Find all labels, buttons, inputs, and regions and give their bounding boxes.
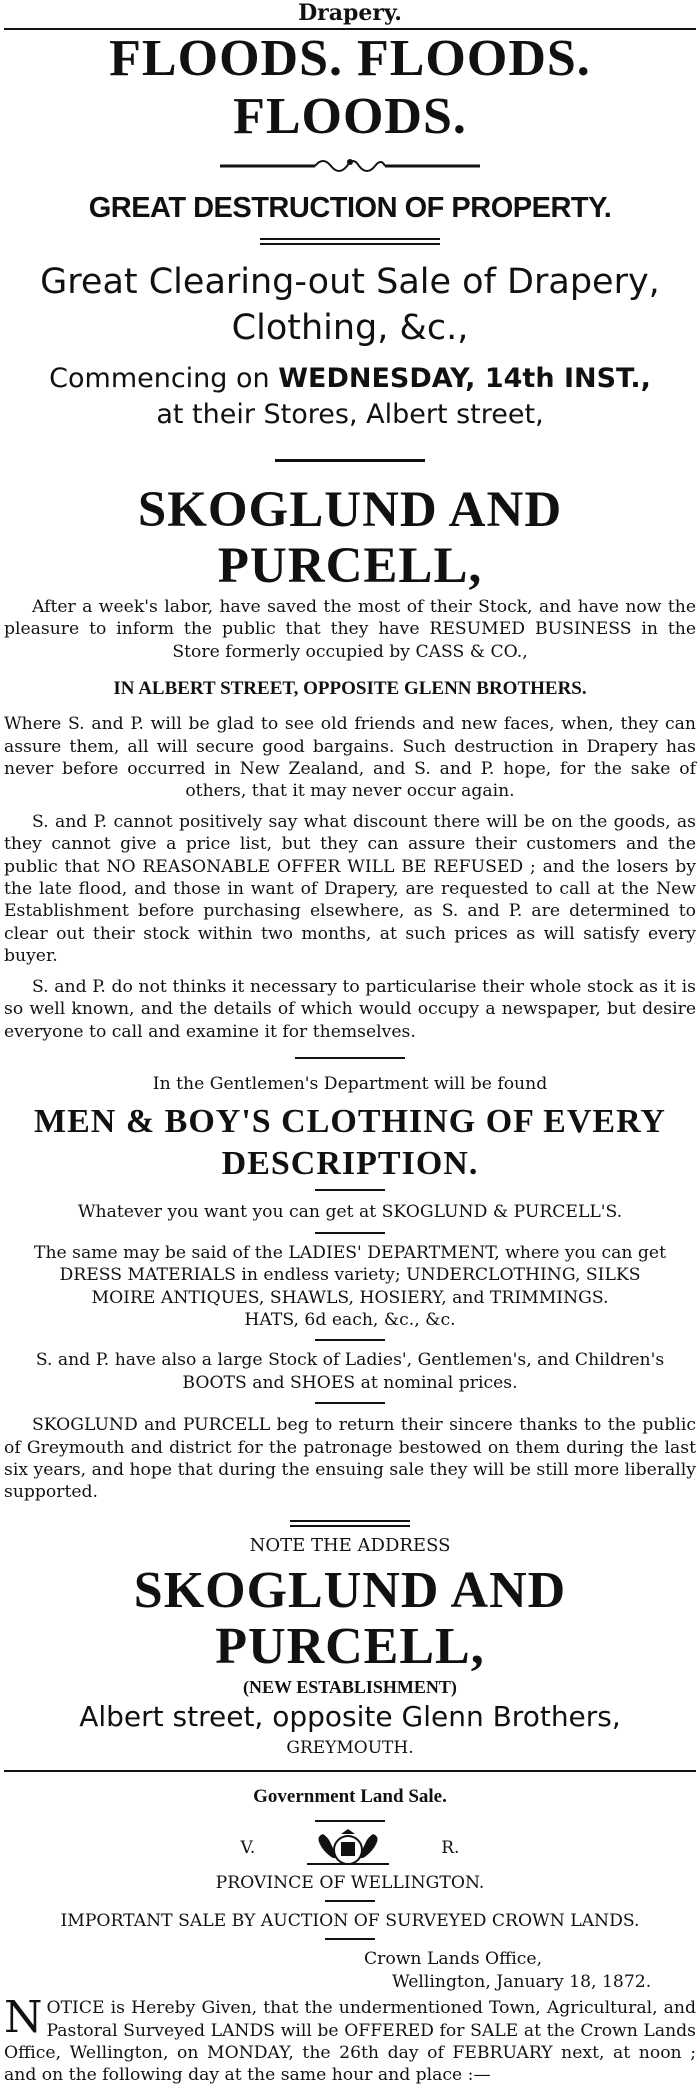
new-establishment: (NEW ESTABLISHMENT) <box>243 1677 457 1698</box>
sale-line-1: Great Clearing-out Sale of Drapery, <box>40 262 660 302</box>
ornament-divider-icon <box>220 154 480 174</box>
short-rule-8 <box>325 1900 375 1902</box>
commencing-line <box>4 361 696 397</box>
short-rule-3 <box>315 1189 385 1191</box>
ad-separator-rule <box>4 1770 696 1772</box>
short-rule-9 <box>325 1938 375 1940</box>
para-resumed-business: After a week's labor, have saved the most of their Stock, and have now the pleasure to inform the public that they have RESUMED BUSINESS in the Store formerly occupied by CASS & CO., <box>4 597 696 662</box>
land-sale-title: Government Land Sale. <box>253 1785 447 1807</box>
town-line: GREYMOUTH. <box>286 1738 414 1759</box>
notice-body: OTICE is Hereby Given, that the undermentioned Town, Agricultural, and Pastoral Surveyed LANDS will be OFFERED for SALE at the Crown Lands Office, Wellington, on MONDAY, the 26th day of FEBRUARY next, at noon ; and on the following day at the same hour and place :— <box>4 1998 696 2086</box>
stores-line: at their Stores, Albert street, <box>156 399 544 430</box>
floods-headline: FLOODS. FLOODS. FLOODS. <box>109 30 591 145</box>
ladies-line-3: MOIRE ANTIQUES, SHAWLS, HOSIERY, and TRIMMINGS. <box>91 1287 609 1308</box>
r-initial: R. <box>441 1837 460 1858</box>
address-line: Albert street, opposite Glenn Brothers, <box>79 1700 621 1734</box>
ladies-line-2: DRESS MATERIALS in endless variety; UNDERCLOTHING, SILKS <box>59 1265 641 1286</box>
boots-block <box>4 1349 696 1394</box>
boots-line-1: S. and P. have also a large Stock of Ladies', Gentlemen's, and Children's <box>35 1350 665 1371</box>
notice-drop-cap: N <box>4 1992 43 2044</box>
location-line: IN ALBERT STREET, OPPOSITE GLENN BROTHERS. <box>113 678 587 700</box>
great-destruction-subhead: GREAT DESTRUCTION OF PROPERTY. <box>88 192 612 224</box>
province-line: PROVINCE OF WELLINGTON. <box>215 1872 485 1893</box>
commencing-date: WEDNESDAY, 14th INST., <box>278 363 651 394</box>
column-header: Drapery. <box>298 0 402 26</box>
para-thanks: SKOGLUND and PURCELL beg to return their sincere thanks to the public of Greymouth and district for the patronage bestowed on them during the last six years, and hope that during the ensuing sale they will be still more liberally supported. <box>4 1415 696 1503</box>
boots-line-2: BOOTS and SHOES at nominal prices. <box>182 1372 518 1393</box>
short-rule-7 <box>315 1820 385 1822</box>
sale-line-2: Clothing, &c., <box>231 308 469 348</box>
mens-clothing-line-2: DESCRIPTION. <box>221 1145 479 1183</box>
mens-clothing-line-1: MEN & BOY'S CLOTHING OF EVERY <box>34 1103 666 1141</box>
short-rule-2 <box>295 1057 405 1059</box>
firm-name: SKOGLUND AND PURCELL, <box>137 482 563 594</box>
short-double-rule-2 <box>290 1520 410 1527</box>
note-the-address: NOTE THE ADDRESS <box>249 1534 451 1556</box>
short-double-rule <box>260 238 440 245</box>
firm-name-2: SKOGLUND AND PURCELL, <box>133 1562 567 1676</box>
ladies-line-1: The same may be said of the LADIES' DEPARTMENT, where you can get <box>34 1242 666 1263</box>
para-bargains: Where S. and P. will be glad to see old friends and new faces, when, they can assure them, all will secure good bargains. Such destruction in Drapery has never before occurred in New Zealand, and S. and P. hope, for the sake of others, that it may never occur again. <box>4 714 696 802</box>
short-rule-6 <box>315 1402 385 1404</box>
notice-paragraph <box>4 1992 696 2087</box>
whatever-line: Whatever you want you can get at SKOGLUND & PURCELL'S. <box>77 1202 623 1223</box>
short-rule-4 <box>315 1232 385 1234</box>
royal-coat-of-arms-icon <box>293 1828 403 1868</box>
para-stock: S. and P. do not thinks it necessary to particularise their whole stock as it is so well known, and the details of which would occupy a newspaper, but desire everyone to call and examine it for themselves. <box>4 976 696 1042</box>
short-rule-5 <box>315 1339 385 1341</box>
office-line: Crown Lands Office, <box>364 1949 543 1970</box>
short-rule <box>275 459 425 462</box>
v-initial: V. <box>240 1837 256 1858</box>
para-discount: S. and P. cannot positively say what discount there will be on the goods, as they cannot give a price list, but they can assure their customers and the public that NO REASONABLE OFFER WILL BE REFUSED ; and the losers by the late flood, and those in want of Drapery, are requested to call at the New Establishment before purchasing elsewhere, as S. and P. are determined to clear out their stock within two months, at such prices as will satisfy every buyer. <box>4 811 696 967</box>
important-sale-line: IMPORTANT SALE BY AUCTION OF SURVEYED CROWN LANDS. <box>60 1911 640 1931</box>
date-line: Wellington, January 18, 1872. <box>392 1971 652 1992</box>
ladies-department-block <box>4 1242 696 1332</box>
commencing-prefix: Commencing on <box>49 363 270 394</box>
gentlemen-intro: In the Gentlemen's Department will be found <box>152 1073 548 1094</box>
royal-arms-row <box>4 1828 696 1868</box>
ladies-line-4: HATS, 6d each, &c., &c. <box>244 1309 456 1330</box>
